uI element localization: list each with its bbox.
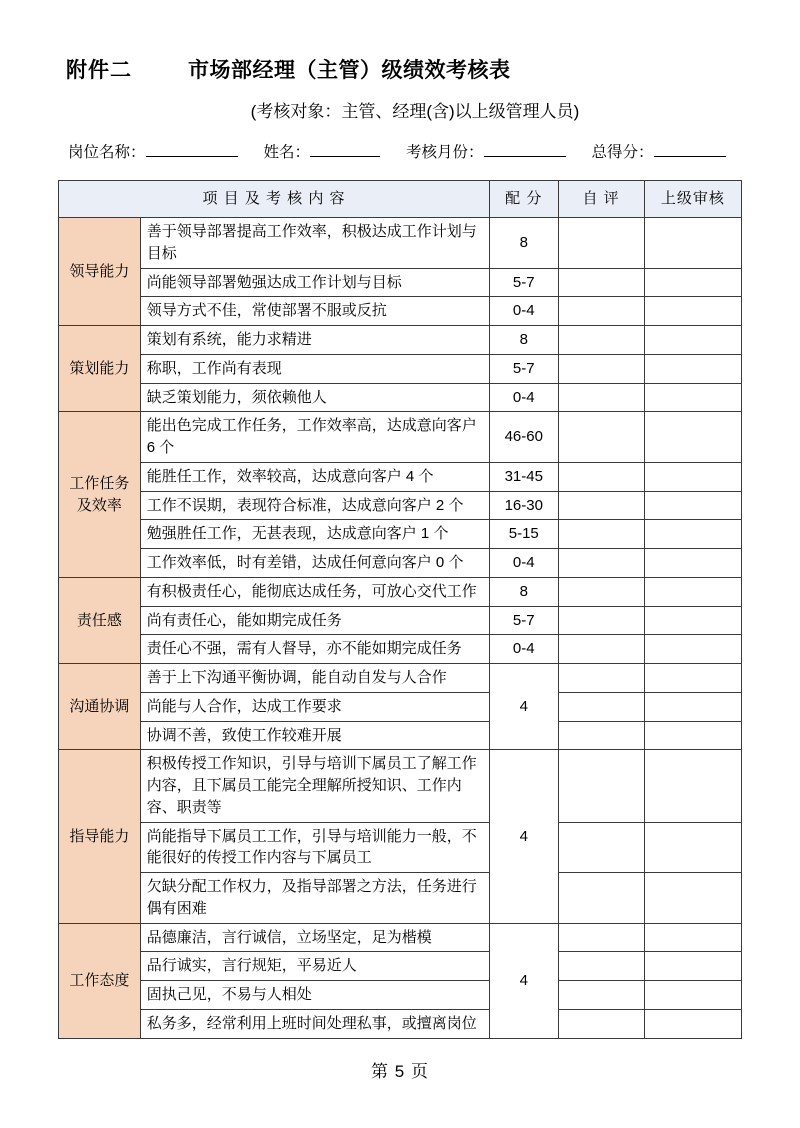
- supervisor-review-input-cell[interactable]: [644, 491, 741, 520]
- score-cell: 8: [490, 326, 559, 355]
- table-row: [59, 635, 742, 664]
- supervisor-review-input-cell[interactable]: [644, 354, 741, 383]
- table-row: [59, 218, 742, 269]
- supervisor-review-input-cell[interactable]: [644, 664, 741, 693]
- field-position: [68, 140, 238, 162]
- criterion-cell: 能胜任工作，效率较高，达成意向客户 4 个: [140, 462, 489, 491]
- supervisor-review-input-cell[interactable]: [644, 606, 741, 635]
- criterion-cell: 协调不善，致使工作较难开展: [140, 721, 489, 750]
- category-cell: 工作任务及效率: [59, 412, 141, 578]
- field-position-label: 岗位名称：: [68, 144, 146, 161]
- column-header-content: 项 目 及 考 核 内 容: [59, 181, 490, 218]
- score-cell: 0-4: [490, 297, 559, 326]
- form-fields: [68, 140, 742, 162]
- title-row: [58, 54, 742, 84]
- criterion-cell: 善于上下沟通平衡协调，能自动自发与人合作: [140, 664, 489, 693]
- table-row: [59, 952, 742, 981]
- category-cell: 策划能力: [59, 326, 141, 412]
- supervisor-review-input-cell[interactable]: [644, 462, 741, 491]
- score-cell: 0-4: [490, 635, 559, 664]
- table-row: [59, 1009, 742, 1038]
- self-score-input-cell[interactable]: [558, 873, 644, 924]
- field-name-label: 姓名：: [263, 144, 311, 161]
- table-row: [59, 664, 742, 693]
- self-score-input-cell[interactable]: [558, 354, 644, 383]
- category-cell: 沟通协调: [59, 664, 141, 750]
- self-score-input-cell[interactable]: [558, 297, 644, 326]
- table-row: [59, 520, 742, 549]
- table-row: [59, 692, 742, 721]
- self-score-input-cell[interactable]: [558, 692, 644, 721]
- column-header-score: 配 分: [490, 181, 559, 218]
- table-row: [59, 268, 742, 297]
- self-score-input-cell[interactable]: [558, 721, 644, 750]
- field-month-input[interactable]: [484, 142, 566, 157]
- table-body: [59, 218, 742, 1039]
- table-row: [59, 750, 742, 822]
- criterion-cell: 善于领导部署提高工作效率，积极达成工作计划与目标: [140, 218, 489, 269]
- self-score-input-cell[interactable]: [558, 577, 644, 606]
- field-position-input[interactable]: [146, 142, 238, 157]
- self-score-input-cell[interactable]: [558, 664, 644, 693]
- criterion-cell: 责任心不强，需有人督导，亦不能如期完成任务: [140, 635, 489, 664]
- supervisor-review-input-cell[interactable]: [644, 549, 741, 578]
- field-total-input[interactable]: [654, 142, 726, 157]
- supervisor-review-input-cell[interactable]: [644, 981, 741, 1010]
- criterion-cell: 工作不误期，表现符合标准，达成意向客户 2 个: [140, 491, 489, 520]
- self-score-input-cell[interactable]: [558, 750, 644, 822]
- supervisor-review-input-cell[interactable]: [644, 383, 741, 412]
- table-row: [59, 326, 742, 355]
- page-title: 市场部经理（主管）级绩效考核表: [188, 59, 511, 82]
- score-cell: 5-7: [490, 268, 559, 297]
- self-score-input-cell[interactable]: [558, 981, 644, 1010]
- table-row: [59, 462, 742, 491]
- score-cell: 5-7: [490, 606, 559, 635]
- supervisor-review-input-cell[interactable]: [644, 923, 741, 952]
- field-name: [264, 140, 381, 162]
- criterion-cell: 尚能与人合作，达成工作要求: [140, 692, 489, 721]
- table-row: [59, 383, 742, 412]
- column-header-review: 上级审核: [644, 181, 741, 218]
- self-score-input-cell[interactable]: [558, 520, 644, 549]
- self-score-input-cell[interactable]: [558, 549, 644, 578]
- self-score-input-cell[interactable]: [558, 923, 644, 952]
- criterion-cell: 有积极责任心，能彻底达成任务，可放心交代工作: [140, 577, 489, 606]
- criterion-cell: 策划有系统，能力求精进: [140, 326, 489, 355]
- score-cell: 4: [490, 750, 559, 923]
- supervisor-review-input-cell[interactable]: [644, 721, 741, 750]
- supervisor-review-input-cell[interactable]: [644, 822, 741, 873]
- table-row: [59, 822, 742, 873]
- criterion-cell: 固执己见，不易与人相处: [140, 981, 489, 1010]
- category-cell: 工作态度: [59, 923, 141, 1038]
- score-cell: 0-4: [490, 383, 559, 412]
- score-cell: 0-4: [490, 549, 559, 578]
- score-cell: 8: [490, 218, 559, 269]
- criterion-cell: 私务多，经常利用上班时间处理私事，或擅离岗位: [140, 1009, 489, 1038]
- table-row: [59, 981, 742, 1010]
- page-footer: 第 5 页: [371, 1062, 429, 1081]
- score-cell: 4: [490, 664, 559, 750]
- field-total: [592, 140, 726, 162]
- table-row: [59, 873, 742, 924]
- table-row: [59, 491, 742, 520]
- field-month: [406, 140, 566, 162]
- table-header-row: [59, 181, 742, 218]
- attachment-label: 附件二: [66, 59, 132, 82]
- criterion-cell: 尚能指导下属员工工作，引导与培训能力一般，不能很好的传授工作内容与下属员工: [140, 822, 489, 873]
- score-cell: 5-7: [490, 354, 559, 383]
- supervisor-review-input-cell[interactable]: [644, 297, 741, 326]
- category-cell: 指导能力: [59, 750, 141, 923]
- supervisor-review-input-cell[interactable]: [644, 750, 741, 822]
- self-score-input-cell[interactable]: [558, 606, 644, 635]
- supervisor-review-input-cell[interactable]: [644, 412, 741, 463]
- field-name-input[interactable]: [310, 142, 380, 157]
- category-cell: 领导能力: [59, 218, 141, 326]
- table-row: [59, 549, 742, 578]
- self-score-input-cell[interactable]: [558, 383, 644, 412]
- self-score-input-cell[interactable]: [558, 218, 644, 269]
- supervisor-review-input-cell[interactable]: [644, 326, 741, 355]
- subtitle: (考核对象：主管、经理(含)以上级管理人员): [250, 102, 580, 121]
- supervisor-review-input-cell[interactable]: [644, 218, 741, 269]
- table-row: [59, 923, 742, 952]
- table-row: [59, 297, 742, 326]
- supervisor-review-input-cell[interactable]: [644, 692, 741, 721]
- field-month-label: 考核月份：: [406, 144, 484, 161]
- supervisor-review-input-cell[interactable]: [644, 873, 741, 924]
- criterion-cell: 品行诚实，言行规矩，平易近人: [140, 952, 489, 981]
- criterion-cell: 缺乏策划能力，须依赖他人: [140, 383, 489, 412]
- supervisor-review-input-cell[interactable]: [644, 268, 741, 297]
- self-score-input-cell[interactable]: [558, 635, 644, 664]
- self-score-input-cell[interactable]: [558, 462, 644, 491]
- supervisor-review-input-cell[interactable]: [644, 577, 741, 606]
- criterion-cell: 尚有责任心，能如期完成任务: [140, 606, 489, 635]
- supervisor-review-input-cell[interactable]: [644, 952, 741, 981]
- criterion-cell: 领导方式不佳，常使部署不服或反抗: [140, 297, 489, 326]
- criterion-cell: 尚能领导部署勉强达成工作计划与目标: [140, 268, 489, 297]
- assessment-table: [58, 180, 742, 1039]
- criterion-cell: 能出色完成工作任务，工作效率高，达成意向客户 6 个: [140, 412, 489, 463]
- self-score-input-cell[interactable]: [558, 1009, 644, 1038]
- score-cell: 4: [490, 923, 559, 1038]
- criterion-cell: 品德廉洁，言行诚信，立场坚定，足为楷模: [140, 923, 489, 952]
- self-score-input-cell[interactable]: [558, 491, 644, 520]
- self-score-input-cell[interactable]: [558, 412, 644, 463]
- criterion-cell: 积极传授工作知识，引导与培训下属员工了解工作内容，且下属员工能完全理解所授知识、工作内容、职责等: [140, 750, 489, 822]
- self-score-input-cell[interactable]: [558, 952, 644, 981]
- table-row: [59, 606, 742, 635]
- criterion-cell: 称职，工作尚有表现: [140, 354, 489, 383]
- score-cell: 8: [490, 577, 559, 606]
- column-header-self: 自 评: [558, 181, 644, 218]
- self-score-input-cell[interactable]: [558, 268, 644, 297]
- table-row: [59, 354, 742, 383]
- criterion-cell: 欠缺分配工作权力，及指导部署之方法，任务进行偶有困难: [140, 873, 489, 924]
- supervisor-review-input-cell[interactable]: [644, 1009, 741, 1038]
- table-row: [59, 412, 742, 463]
- supervisor-review-input-cell[interactable]: [644, 635, 741, 664]
- table-row: [59, 577, 742, 606]
- self-score-input-cell[interactable]: [558, 326, 644, 355]
- supervisor-review-input-cell[interactable]: [644, 520, 741, 549]
- category-cell: 责任感: [59, 577, 141, 663]
- score-cell: 16-30: [490, 491, 559, 520]
- score-cell: 31-45: [490, 462, 559, 491]
- criterion-cell: 勉强胜任工作，无甚表现，达成意向客户 1 个: [140, 520, 489, 549]
- score-cell: 5-15: [490, 520, 559, 549]
- score-cell: 46-60: [490, 412, 559, 463]
- field-total-label: 总得分：: [591, 144, 654, 161]
- self-score-input-cell[interactable]: [558, 822, 644, 873]
- table-row: [59, 721, 742, 750]
- criterion-cell: 工作效率低，时有差错，达成任何意向客户 0 个: [140, 549, 489, 578]
